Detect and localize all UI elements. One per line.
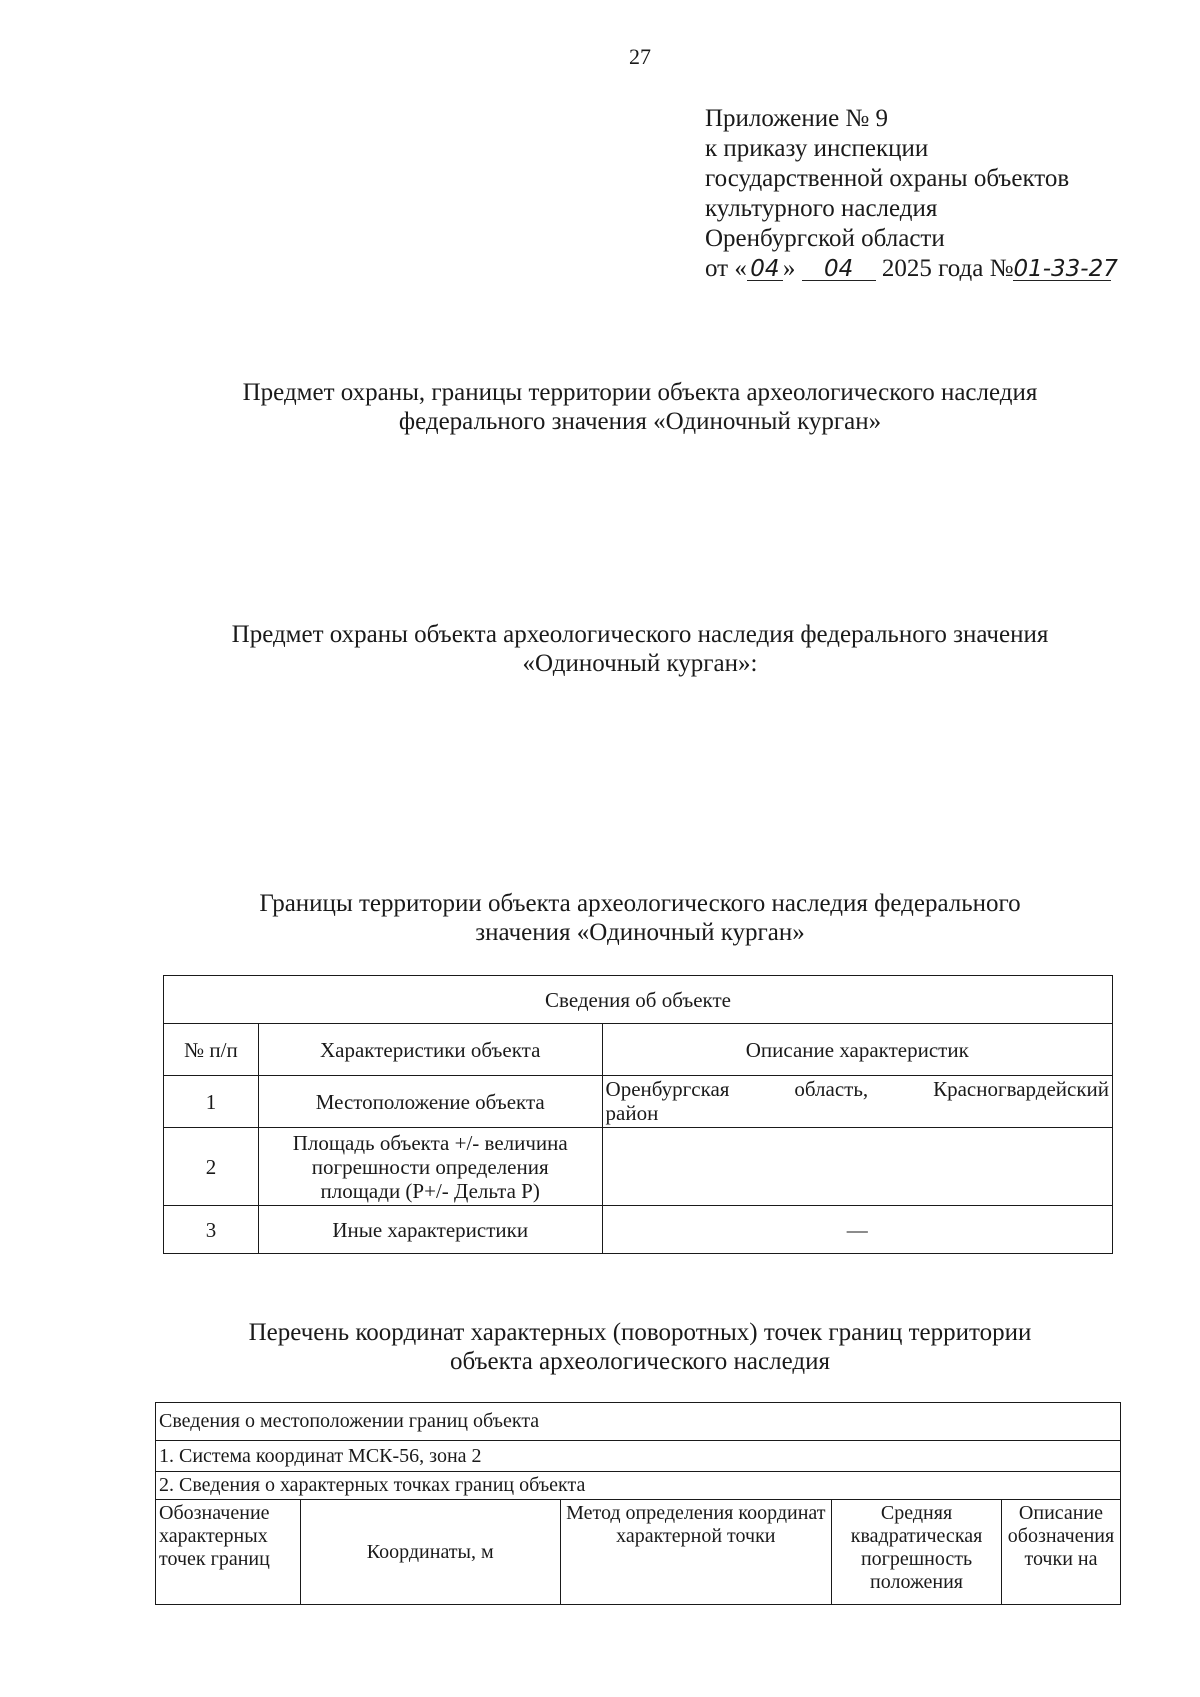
date-prefix: от « xyxy=(705,255,747,282)
row-description xyxy=(602,1128,1112,1206)
object-info-table xyxy=(163,975,1113,1254)
row-description xyxy=(602,1076,1112,1128)
heading-main-line-1: Предмет охраны, границы территории объекта археологического наследия xyxy=(242,379,1038,406)
heading-boundaries-line-1: Границы территории объекта археологического наследия федерального xyxy=(259,890,1021,917)
header-point-description: Описание обозначения точки на xyxy=(1001,1500,1120,1605)
location-info-row: Сведения о местоположении границ объекта xyxy=(156,1403,1121,1441)
date-suffix: 2025 года № xyxy=(881,255,1014,282)
heading-main-line-2: федерального значения «Одиночный курган» xyxy=(398,408,882,435)
appendix-block xyxy=(705,104,1118,284)
appendix-date-line xyxy=(705,254,1118,284)
handwritten-number: 01-33-27 xyxy=(1013,256,1118,282)
table-caption: Сведения об объекте xyxy=(164,976,1113,1024)
table-row xyxy=(164,1206,1113,1254)
row-description-line-1: Оренбургская область, Красногвардейский xyxy=(605,1077,1109,1101)
heading-boundaries-line-2: значения «Одиночный курган» xyxy=(475,919,805,946)
row-characteristic: Площадь объекта +/- величина погрешности определения площади (P+/- Дельта P) xyxy=(258,1128,602,1206)
row-characteristic: Иные характеристики xyxy=(258,1206,602,1254)
row-characteristic: Местоположение объекта xyxy=(258,1076,602,1128)
header-method: Метод определения координат характерной точки xyxy=(560,1500,832,1605)
row-description-line-2: район xyxy=(605,1101,659,1125)
heading-subject xyxy=(150,620,1130,678)
header-number: № п/п xyxy=(164,1024,259,1076)
row-number: 2 xyxy=(164,1128,259,1206)
appendix-line-1: Приложение № 9 xyxy=(705,105,889,132)
row-number: 3 xyxy=(164,1206,259,1254)
handwritten-month: 04 xyxy=(802,258,876,281)
coordinates-table xyxy=(155,1402,1121,1605)
heading-coordinates-line-2: объекта археологического наследия xyxy=(450,1348,830,1375)
header-characteristic: Характеристики объекта xyxy=(258,1024,602,1076)
handwritten-day: 04 xyxy=(747,258,783,281)
heading-main xyxy=(150,378,1130,436)
boundary-points-row: 2. Сведения о характерных точках границ объекта xyxy=(156,1472,1121,1500)
page-number: 27 xyxy=(629,44,651,69)
heading-coordinates xyxy=(150,1318,1130,1376)
header-error: Средняя квадратическая погрешность положения xyxy=(832,1500,1002,1605)
table-row xyxy=(164,1128,1113,1206)
appendix-line-5: Оренбургской области xyxy=(705,225,945,252)
coordinate-system-row: 1. Система координат МСК-56, зона 2 xyxy=(156,1441,1121,1472)
heading-subject-line-2: «Одиночный курган»: xyxy=(522,650,758,677)
header-description: Описание характеристик xyxy=(602,1024,1112,1076)
heading-coordinates-line-1: Перечень координат характерных (поворотных) точек границ территории xyxy=(248,1319,1032,1346)
row-number: 1 xyxy=(164,1076,259,1128)
appendix-line-4: культурного наследия xyxy=(705,195,938,222)
date-mid: » xyxy=(782,255,796,282)
appendix-line-3: государственной охраны объектов xyxy=(705,165,1070,192)
row-description: — xyxy=(602,1206,1112,1254)
heading-boundaries xyxy=(150,889,1130,947)
appendix-line-2: к приказу инспекции xyxy=(705,135,929,162)
heading-subject-line-1: Предмет охраны объекта археологического наследия федерального значения xyxy=(231,621,1049,648)
header-coordinates: Координаты, м xyxy=(300,1500,560,1605)
table-row xyxy=(164,1076,1113,1128)
header-point-designation: Обозначение характерных точек границ xyxy=(156,1500,301,1605)
